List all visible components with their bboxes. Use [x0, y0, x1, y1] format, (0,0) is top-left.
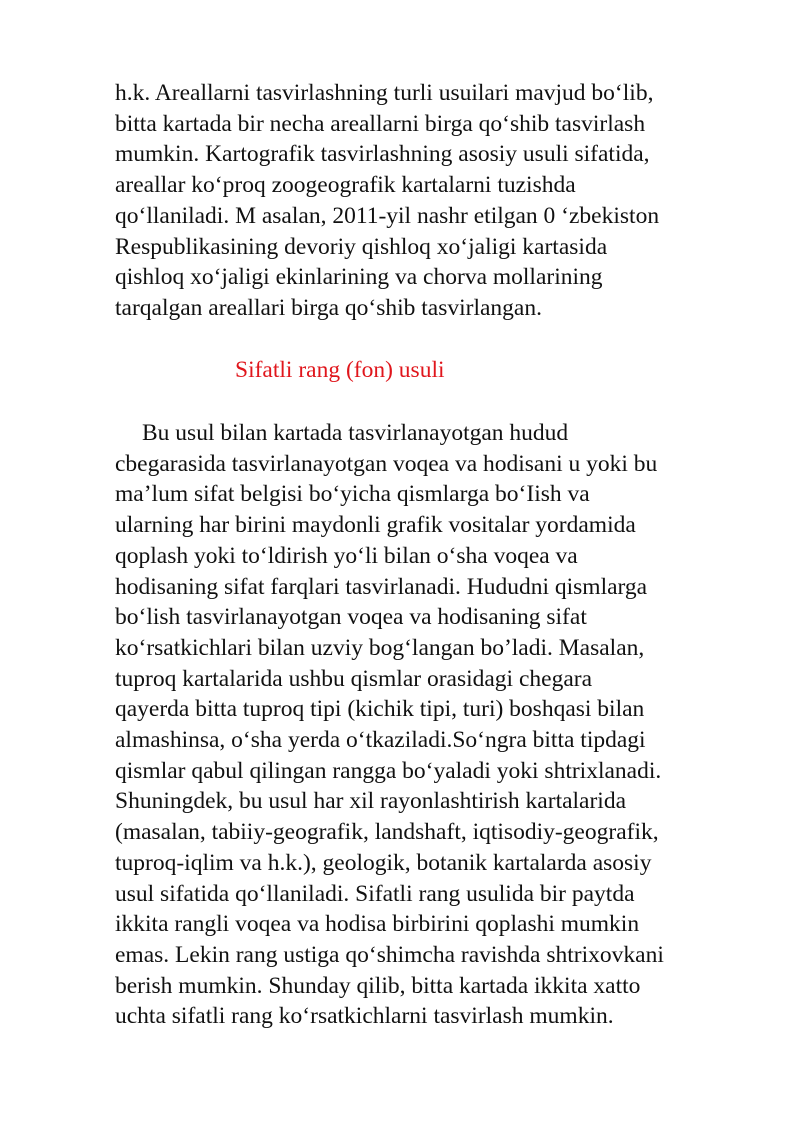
- text-line: qo‘llaniladi. M asalan, 2011-yil nashr etilgan 0 ‘zbekiston: [115, 202, 660, 229]
- text-line: usul sifatida qo‘llaniladi. Sifatli rang usulida bir paytda: [115, 880, 635, 907]
- text-line: cbegarasida tasvirlanayotgan voqea va hodisani u yoki bu: [115, 450, 658, 477]
- text-line: bitta kartada bir necha areallarni birga qo‘shib tasvirlash: [115, 110, 646, 137]
- text-line: tarqalgan areallari birga qo‘shib tasvirlangan.: [115, 294, 542, 321]
- text-line: tuproq-iqlim va h.k.), geologik, botanik kartalarda asosiy: [115, 849, 652, 876]
- text-line: qoplash yoki to‘ldirish yo‘li bilan o‘sha voqea va: [115, 542, 578, 569]
- text-line: ikkita rangli voqea va hodisa birbirini qoplashi mumkin: [115, 911, 640, 938]
- text-line: mumkin. Kartografik tasvirlashning asosiy usuli sifatida,: [115, 141, 650, 168]
- text-line: Bu usul bilan kartada tasvirlanayotgan hudud: [142, 420, 569, 446]
- text-line: qayerda bitta tuproq tipi (kichik tipi, turi) boshqasi bilan: [115, 696, 645, 723]
- text-line: almashinsa, o‘sha yerda o‘tkaziladi.So‘ngra bitta tipdagi: [115, 727, 646, 754]
- text-line: qishloq xo‘jaligi ekinlarining va chorva mollarining: [115, 264, 603, 291]
- text-line: berish mumkin. Shunday qilib, bitta kartada ikkita xatto: [115, 972, 641, 999]
- text-line: uchta sifatli rang ko‘rsatkichlarni tasvirlash mumkin.: [115, 1003, 614, 1030]
- text-line: tuproq kartalarida ushbu qismlar orasidagi chegara: [115, 665, 593, 692]
- text-line: ularning har birini maydonli grafik vositalar yordamida: [115, 512, 636, 539]
- text-line: bo‘lish tasvirlanayotgan voqea va hodisaning sifat: [115, 604, 587, 631]
- text-line: hodisaning sifat farqlari tasvirlanadi. Hududni qismlarga: [115, 573, 648, 600]
- text-line: Shuningdek, bu usul har xil rayonlashtirish kartalarida: [115, 788, 627, 815]
- text-line: (masalan, tabiiy-geografik, landshaft, iqtisodiy-geografik,: [115, 819, 659, 846]
- section-heading: Sifatli rang (fon) usuli: [235, 357, 445, 383]
- text-line: qismlar qabul qilingan rangga bo‘yaladi yoki shtrixlanadi.: [115, 757, 662, 784]
- text-line: h.k. Areallarni tasvirlashning turli usuilari mavjud bo‘lib,: [115, 80, 654, 106]
- text-line: areallar ko‘proq zoogeografik kartalarni tuzishda: [115, 172, 576, 199]
- text-line: ma’lum sifat belgisi bo‘yicha qismlarga bo‘Iish va: [115, 481, 590, 508]
- text-line: Respublikasining devoriy qishloq xo‘jaligi kartasida: [115, 233, 608, 260]
- text-line: emas. Lekin rang ustiga qo‘shimcha ravishda shtrixovkani: [115, 941, 664, 968]
- text-line: ko‘rsatkichlari bilan uzviy bog‘langan bo’ladi. Masalan,: [115, 634, 645, 661]
- paragraph-intro: [115, 78, 755, 324]
- paragraph-method: [115, 418, 755, 1032]
